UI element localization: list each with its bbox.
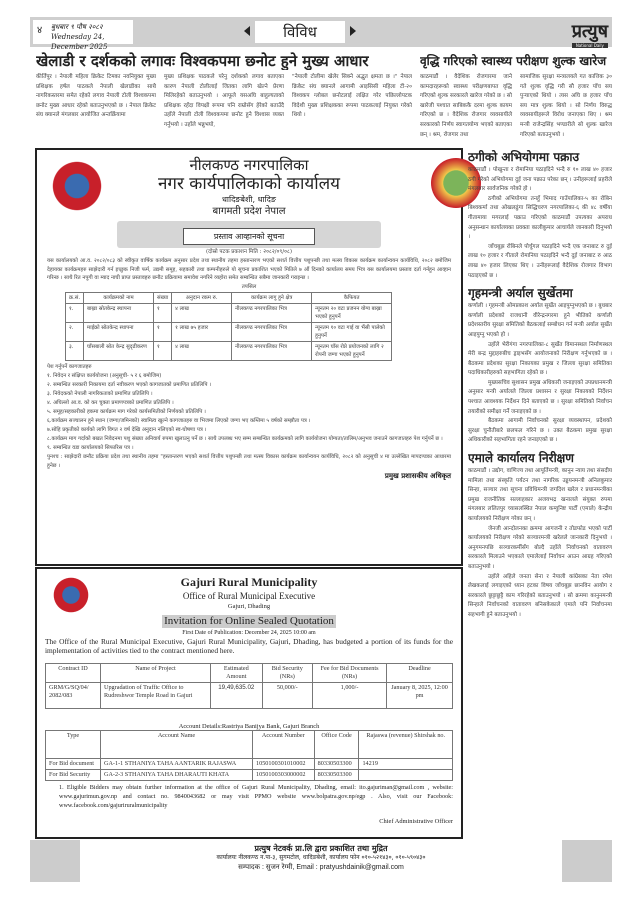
notice-office: Office of Rural Municipal Executive: [182, 591, 316, 601]
notice-banner: Invitation for Online Sealed Quotation: [164, 615, 334, 627]
th: Deadline: [387, 664, 453, 683]
table-row: [66, 341, 392, 360]
cell: For Bid document: [46, 759, 101, 770]
section-title: विविध: [255, 21, 345, 43]
cell: ३.: [66, 341, 84, 360]
cell: १: [154, 303, 172, 322]
article-health-fee: [420, 52, 612, 157]
cell: 80330503300: [314, 770, 359, 781]
paragraph: उहाँले अहिले जनता सेना र नेपाली कांग्रेसका नेता रमेश लेखकलाई लगाइएको ध्यान हटका विषय जाँचबुझ छानविन आयोग र सरकारले छुट्टाछुट्टै काम गरिरहेको बताउनुभयो । सो क्रममा कानुनमन्त्री सिन्हाले निर्वाचनको वातावरण बनिसकेकाले एमाले पनि निर्वाचनमा सहभागी हुने बताउनुभयो ।: [468, 573, 612, 618]
arrow-right-icon: [350, 26, 356, 36]
th: Type: [46, 731, 101, 759]
cell: घाँसबाली स्रोत केन्द्र सुदृढीकरण: [84, 341, 154, 360]
cell: 1050100301010002: [253, 759, 315, 770]
contact-info: 1. Eligible Bidders may obtain further information at the office of Gajuri Rural Municipality, Dhading, email: ito.gajuriman@gmail.com , website: www.gajurimun.gov.np and contact no. 9840043682 or may visit PPMO website www.bolpatra.gov.np/egp . Also, visit our Facebook: www.facebook.com/gajuriruralmunicipality: [59, 784, 453, 809]
th: Account Name: [101, 731, 253, 759]
publication-date: First Date of Publication: December 24, 2025 10:00 am: [182, 630, 316, 636]
doc-item: ६.कार्यक्रम सञ्चालन हुने स्थान (जग्गा/जमिनको) स्वामित्व खुल्ने कागजातहरु वा भिजमा लिएको जग्गा भए कम्तिमा ५ वर्षको सम्झौता पत्र ।: [47, 417, 311, 424]
cell: 14219: [359, 759, 453, 770]
th: Estimated Amount: [211, 664, 263, 683]
article-column: कीर्तिपुर । नेपाली महिला क्रिकेट टिमका नवनियुक्त मुख्य प्रशिक्षक हर्षल पाठकले नेपाली खेलाडीका साथै नागरिकस्तरमा समेत रहेको लगाव नेपाली टोली विश्वकपमा छनोट मुख्य आधार रहेको बताउनुभएको छ । नेपाल क्रिकेट संघ क्यानले मंगलबार आयोजित अन्तर्क्रियामा: [36, 74, 156, 119]
date-nepali: बुधबार ९ पौष २०८२: [51, 23, 103, 31]
cell: १: [154, 341, 172, 360]
th: कार्यक्रम लागु हुने क्षेत्र: [232, 292, 312, 303]
doc-item: ७.सोहि प्रकृतीको कार्यको लागि विगत २ वर्ष देखि अनुदान नलिएको स्व-घोषणा पत्र ।: [47, 426, 207, 433]
notice-address: Gajuri, Dhading: [227, 603, 271, 610]
headline: एमाले कार्यालय निरीक्षण: [468, 451, 574, 466]
headline: गृहमन्त्री अर्याल सुर्खेतमा: [468, 286, 573, 301]
doc-item: ८.कार्यक्रम माग गर्दाको बखत निवेदनमा पशु संख्या अनिवार्य रुपमा खुलाउनु पर्ने छ । साथै उपलब्ध भए सम्म सम्बन्धित कार्यक्रमको लागि कार्ययोजना योग्यता/तालिम/अनुभव जनाउने कागजातहरु पेश गर्नुपर्ने छ ।: [47, 435, 443, 442]
doc-item: ३. निवेदकको नेपाली नागरिकताको प्रमाणित प्रतिलिपि ।: [47, 390, 153, 397]
paragraph: जेनजी आन्दोलनका क्रममा आगजनी र तोडफोड भएको पार्टी कार्यालयको निरीक्षण गरेको सञ्चारमन्त्री खरेलले जानकारी दिनुभयो । अनुगमनपछि सञ्चारकर्मीसँग बोल्दै उहाँले निर्वाचनको वातावरण सरकारले मिलाउने भएकाले एमालेलाई निर्वाचन आउन आग्रह गरिएको बताउनुभयो ।: [468, 525, 612, 570]
cell: २.: [66, 322, 84, 341]
paragraph: काठमाडौं । पोखुन्ता र रोमानिया पठाइदिने भन्दै रु १० लाख ४० हजार ठगी गरेको अभियोगमा दुई जना पक्राउ परेका छन् । उनीहरूलाई प्रहरीले मंगलबार सार्वजनिक गरेको हो ।: [468, 167, 612, 193]
cell: 1050100303000002: [253, 770, 315, 781]
cell: न्यूनतम २० वटा प्रजनन योग्य बाख्रा भएको हुनुपर्ने: [312, 303, 392, 322]
notice-title: नीलकण्ठ नगरपालिका: [189, 156, 309, 174]
program-table: [65, 292, 392, 361]
date-english: Wednesday 24, December 2025: [51, 33, 108, 51]
signature: प्रमुख प्रशासकीय अधिकृत: [384, 470, 451, 480]
th: Rajaswa (revenue) Shirshak no.: [359, 731, 453, 759]
cell: 50,000/-: [262, 683, 312, 709]
paragraph: कर्णाली । गृहमन्त्री ओमप्रकाश अर्याल सुर्खेत आइपुग्नुभएको छ । बुधबार कर्णाली प्रदेशको राजधानी वीरेन्द्रनगरमा हुने भीतिको कर्णाली प्रदेशस्तरीय सुरक्षा समितिको बैठकलाई सम्बोधन गर्न मन्त्री अर्याल सुर्खेत आइपुग्नु भएको हो ।: [468, 303, 612, 338]
doc-item: २. सम्बन्धित सरकारी निकायमा दर्ता नवीकरण भएको कागजातको प्रमाणित प्रतिलिपि ।: [47, 381, 212, 388]
contract-table: [45, 663, 453, 709]
paragraph: काठमाडौं । उद्योग, वाणिज्य तथा आपूर्तिमन्त्री, कानुन न्याय तथा संसदीय मामिला तथा संस्कृति पर्यटन तथा नागरिक उड्डयनमन्त्री अनिलकुमार सिन्हा, सञ्चार तथा सूचना प्रविधिमन्त्री जगदिश खरेल र प्रधानमन्त्रीका प्रमुख राजनीतिक सल्लाहकार अजयभद्र खनालले संयुक्त रुपमा मंगलबार ललितपुर च्यासलस्थित नेपाल कम्युनिष्ट पार्टी (एमाले) केन्द्रीय कार्यालयको निरीक्षण गरेका छन् ।: [468, 468, 612, 522]
cell: GA-2-3 STHANIYA TAHA DHARAUTI KHATA: [101, 770, 253, 781]
cell: नीलकण्ठ नगरपालिका भित्र: [232, 341, 312, 360]
headline: ठगीको अभियोगमा पक्राउ: [468, 150, 580, 164]
nepal-emblem-icon: [49, 158, 105, 214]
table-row: [66, 303, 392, 322]
notice-intro: The Office of the Rural Municipal Executive, Gajuri Rural Municipality, Gajuri, Dhading, has budgeted a portion of its funds for the implementation of activities tied to the contract mentioned here.: [45, 637, 453, 655]
article-column: मुख्य प्रशिक्षक पाठकले परेनु दर्शकको लगाव बताएका कारण नेपाली टोलीलाई जितका लागि खेल्ने प्रेरणा मिलिरहेको बताउनुभयो । आफूले यसअघि बाहुल्यताको प्रशिक्षक रहँदा विपक्षी रूपमा पनि राम्रोसँग हेरेको बताउँदै उहाँले नेपाली टोली विश्वकपमा छनोट हुने विश्वास व्यक्त गर्नुभयो । उहाँले भन्नुभयो,: [164, 74, 284, 128]
doc-item: ४. अघिल्लो आ.व. को कर चुक्ता प्रमाणपत्रको प्रमाणित प्रतिलिपि ।: [47, 399, 174, 406]
paragraph: मुख्यसचिव सुशासन प्रमुख अधिकारी जनाइएको उपप्रधानमन्त्री अनुसार मन्त्री अर्यालले जिल्ला प्रशासन र सुरक्षा निकायको निर्देशन पश्चात आवश्यक निर्देशन दिने बताएको छ । सुरक्षा समितिको निर्वाचन तयारीको समीक्षा गर्ने जनाइएको छ ।: [468, 379, 612, 415]
cell: Upgradation of Traffic Office to Rudreshwor Temple Road in Gajuri: [101, 683, 211, 709]
notice-title: Gajuri Rural Municipality: [180, 575, 318, 589]
cell: GRM/G/SQ/04/ 2082/083: [46, 683, 101, 709]
table-row: [66, 322, 392, 341]
article-column: सामाजिक सुरक्षा मन्त्रालयले गत कात्तिक ३० गते शुल्क वृद्धि गरी सौ हजार पाँच सय पुऱ्याएको थियो । त्यस अघि छ हजार पाँच सय मात्र शुल्क थियो । सो निर्णय विरुद्ध व्यवसायीहरूले विरोध जनाएका थिए । श्रम मन्त्री राजेन्द्रसिंह भण्डारीले सो शुल्क खारेज गरिएको बताउनुभयो ।: [520, 74, 612, 138]
cell: 19,49,635.02: [211, 683, 263, 709]
th: Bid Security (NRs): [262, 664, 312, 683]
publisher: प्रत्युष नेटवर्क प्रा.लि द्वारा प्रकाशित तथा मुद्रित: [254, 843, 388, 853]
gajuri-notice: [35, 567, 463, 839]
notice-office: नगर कार्यपालिकाको कार्यालय: [157, 174, 341, 194]
th: Account Number: [253, 731, 315, 759]
paragraph: बैठकमा आगामी निर्वाचनको सुरक्षा व्यवस्थापन, प्रदेशको सुरक्षा चुनौतीबारे छलफल गरिने छ । उक्त बैठकमा प्रमुख सुरक्षा अधिकारीको सहभागिता रहने जनाइएको छ ।: [468, 418, 612, 444]
notice-address: धादिङबेशी, धादिङ: [222, 195, 276, 204]
notice-banner: प्रस्ताव आव्हानको सूचना: [183, 228, 315, 245]
headline: खेलाडी र दर्शकको लगावः विश्वकपमा छनोट हुने मुख्य आधार: [36, 52, 369, 70]
doc-item: १. निवेदन र संक्षिप्त कार्ययोजना (अनुसूची- ५ र ६ बमोजिम): [47, 372, 162, 379]
cell: बाख्रा स्रोतकेन्द्र स्थापना: [84, 303, 154, 322]
cell: 1,000/-: [313, 683, 387, 709]
notice-intro: यस कार्यालयको आ.व. २०८२/०८३ को स्वीकृत वार्षिक कार्यक्रम अनुसार प्रदेश तथा स्थानीय तहमा हस्तान्तरण भएको सशर्त वित्तीय पशुपन्छी तथा मत्स्य विकास कार्यक्रम कार्यान्वयन कार्यविधि, २०८२ बमोजिम देहायका कार्यक्रमहरु साझेदारी गर्न इच्छुक निजी फर्म, उद्यमी समूह, सहकारी तथा कम्पनीहरुले यो सूचना प्रकाशित भएको मितिले ७ औं दिनको कार्यालय समय भित्र यस कार्यालयमा प्रस्ताव दर्ता गर्नहुन आव्हान गरिन्छ । साथै रित नपुगी वा म्याद नाघी प्राप्त प्रस्तावहरु छनौट प्रक्रियामा समावेश नगरिने व्यहोरा समेत सम्बन्धित सबैमा जानकारी गराइन्छ ।: [47, 258, 451, 281]
docs-title: पेश गर्नुपर्ने कागजातहरु: [47, 363, 92, 370]
right-column: [468, 148, 612, 838]
nilkantha-notice: [35, 148, 463, 566]
th: कार्यक्रमको नाम: [84, 292, 154, 303]
signature: Chief Administrative Officer: [379, 818, 453, 825]
table-caption: तपसिल: [241, 283, 257, 290]
notice-note: पुनश्च : साझेदारी छनौट प्रक्रिया प्रदेश तथा स्थानीय तहमा "हस्तान्तरण भएको सशर्त वित्तीय पशुपन्छी तथा मत्स्य विकास कार्यक्रम कार्यान्वयन कार्यविधि, २०८२ को अनुसूची ४ मा उल्लेखित मापदण्डका आधारमा हुनेछ ।: [47, 453, 451, 469]
table-row: [46, 770, 453, 781]
article-column: काठमाडौं । वैदेशिक रोजगारमा जाने कामदारहरूको स्वास्थ्य परीक्षणबापत वृद्धि गरिएको शुल्क सरकारले खारेज गरेको छ । सो खारेजी पश्चात साबिककै दरमा शुल्क कायम गरिएको छ । वैदेशिक रोजगार व्यवसायीले सरकारको निर्णय स्वागतयोग्य भएको बताएका छन् । श्रम, रोजगार तथा: [420, 74, 512, 138]
arrow-left-icon: [244, 26, 250, 36]
newspaper-logo: प्रत्युष National Daily: [571, 21, 608, 48]
cell: माईक्रो स्रोतकेन्द्र स्थापना: [84, 322, 154, 341]
cell: GA-1-1 STHANIYA TAHA AANTARIK RAJASWA: [101, 759, 253, 770]
page-footer: [30, 840, 612, 882]
account-table: [45, 730, 453, 781]
cell: १.: [66, 303, 84, 322]
paragraph: ठगीको अभियोगमा तनहुँ भिमाद गाउँपालिका-५ का रोबिन बिश्वकर्मा तथा ओखलढुंगा सिद्धिचरण नगरपालिका-६ की ४८ वर्षीया गीतामाया मगरलाई पक्राउ गरिएको काठमाडौं उपत्यका अपराध अनुसन्धान कार्यालयका प्रवक्ता कालीकुमार आचार्यले जानकारी दिनुभयो ।: [468, 195, 612, 241]
cell: न्यूनतम १० वटा गाई वा भैंसी पालेको हुनुपर्ने: [312, 322, 392, 341]
cell: [359, 770, 453, 781]
th: Office Code: [314, 731, 359, 759]
headline: वृद्धि गरिएको स्वास्थ्य परीक्षण शुल्क खारेज: [420, 54, 607, 68]
nepal-emblem-icon: [51, 575, 91, 615]
page-number: ४: [37, 25, 43, 36]
page-header: [30, 17, 612, 51]
article-column: "नेपाली टोलीमा खेलेर सिक्ने अद्भुत क्षमता छ ।" नेपाल क्रिकेट संघ क्यानले आगामी आइसिसी महिला टी-२० विश्वकप ग्लोबल छनोटलाई लक्षित गरेर पछिल्लोपटक विदेशी मुख्य प्रशिक्षकका रूपमा पाठकलाई नियुक्त गरेको थियो ।: [292, 74, 412, 119]
cell: नीलकण्ठ नगरपालिका भित्र: [232, 322, 312, 341]
cell: ४ लाख: [172, 303, 232, 322]
doc-item: ५. समूह/सहकारीको हकमा कार्यक्रम माग गरेको कार्यसमितीको निर्णयको प्रतिलिपि ।: [47, 408, 206, 415]
notice-province: बागमती प्रदेश नेपाल: [212, 206, 286, 217]
cell: नीलकण्ठ नगरपालिका भित्र: [232, 303, 312, 322]
paragraph: उहाँले भेरीगंगा नगरपालिका-८ सुर्खेत विमानस्थल निर्माणस्थल मेरी बन्द्र मुद्दाहरुबीच ड्राइभसँग आयोजनाको निरीक्षण गर्नुभएको छ । बैठकमा प्रदेशका सुरक्षा निकायका प्रमुख र जिल्ला सुरक्षा समितिका पदाधिकारीहरुको सहभागिता रहेको छ ।: [468, 341, 612, 377]
th: Name of Project: [101, 664, 211, 683]
cell: January 8, 2025, 12:00 pm: [387, 683, 453, 709]
article-cricket: [36, 52, 412, 157]
cell: ४ लाख: [172, 341, 232, 360]
paragraph: जाँचबुझ रोबिनले पोर्चुगल पठाइदिने भन्दै एक जनाबाट रु दुई लाख १० हजार र गीताले रोमानिया पठाइदिने भन्दै दुई जनाबाट रु आठ लाख ४० हजार लिएका थिए । उनीहरूलाई वैदेशिक रोजगार विभाग पठाइएको छ ।: [468, 243, 612, 279]
cell: १: [154, 322, 172, 341]
editor-email: सम्पादक : सुजन रेग्मी, Email : pratyushdainik@gmail.com: [238, 864, 404, 871]
doc-item: ९. सम्बन्धित वडा कार्यालयको सिफारिस पत्र ।: [47, 444, 134, 451]
page-date-box: [33, 20, 133, 51]
table-row: [46, 759, 453, 770]
th: Contract ID: [46, 664, 101, 683]
publication-date: (दोस्रो पटक प्रकाशन मिति : २०८२/०९/०८): [206, 249, 292, 255]
cell: १ लाख ७५ हजार: [172, 322, 232, 341]
table-row: [46, 683, 453, 709]
account-caption: Account Details:Rastriya Banijya Bank, Gajuri Branch: [178, 723, 320, 730]
office-address: कार्यालयः नीलकण्ठ न.पा-३, सुगमटोल, धादिङबेशी, कार्यालय फोन ०१०-५२१४३०, ०१०-५९०४३०: [216, 854, 426, 861]
th: क्र.सं.: [66, 292, 84, 303]
th: कैफियत: [312, 292, 392, 303]
th: अनुदान रकम रु.: [172, 292, 232, 303]
cell: न्यूनतम घाँस रोप्ने प्रयोजनको लागि २ रोपनी जग्गा भएको हुनुपर्ने: [312, 341, 392, 360]
th: संख्या: [154, 292, 172, 303]
th: Fee for Bid Documents (NRs): [313, 664, 387, 683]
cell: 80330503300: [314, 759, 359, 770]
documents-list: [47, 363, 451, 471]
cell: For Bid Security: [46, 770, 101, 781]
